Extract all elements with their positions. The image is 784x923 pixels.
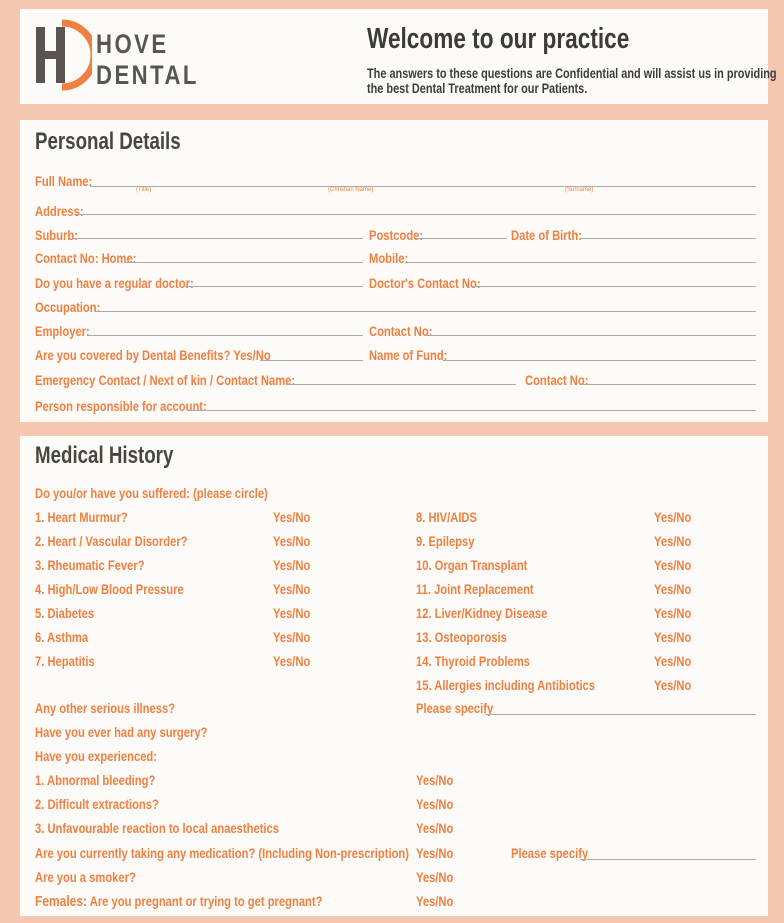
regular-doctor-label: Do you have a regular doctor: [35,275,194,291]
yes-no-option[interactable]: Yes/No [416,893,454,909]
medication-label: Are you currently taking any medication? (Including Non-prescription) [35,845,409,861]
logo-wordmark [96,29,199,91]
dob-field[interactable] [580,238,756,239]
postcode-field[interactable] [415,238,507,239]
yes-no-option[interactable]: Yes/No [273,653,311,669]
dental-benefits-field[interactable] [260,360,363,361]
yes-no-option[interactable]: Yes/No [273,557,311,573]
welcome-title: Welcome to our practice [367,23,630,55]
condition-item: 11. Joint Replacement [416,581,534,597]
emergency-contact-no-label: Contact No: [525,372,589,388]
full-name-label: Full Name: [35,173,93,189]
smoker-label: Are you a smoker? [35,869,136,885]
logo-icon [32,19,92,91]
yes-no-option[interactable]: Yes/No [654,557,692,573]
yes-no-option[interactable]: Yes/No [654,581,692,597]
logo-line-2: DENTAL [96,60,199,90]
yes-no-option[interactable]: Yes/No [654,533,692,549]
occupation-field[interactable] [94,311,756,312]
medical-history-title: Medical History [35,442,174,469]
regular-doctor-field[interactable] [185,286,363,287]
condition-item: 12. Liver/Kidney Disease [416,605,548,621]
yes-no-option[interactable]: Yes/No [654,509,692,525]
dental-benefits-label: Are you covered by Dental Benefits? Yes/No [35,347,271,363]
experience-item: 2. Difficult extractions? [35,796,159,812]
doctor-contact-label: Doctor's Contact No: [369,275,481,291]
christian-name-sublabel: (Christian Name) [328,187,374,193]
experienced-label: Have you experienced: [35,748,158,764]
responsible-label: Person responsible for account: [35,398,207,414]
responsible-field[interactable] [187,410,756,411]
logo-line-1: HOVE [96,29,169,59]
females-question [35,893,322,910]
yes-no-option[interactable]: Yes/No [273,605,311,621]
yes-no-option[interactable]: Yes/No [273,581,311,597]
yes-no-option[interactable]: Yes/No [416,772,454,788]
experience-item: 1. Abnormal bleeding? [35,772,156,788]
contact-no-label: Contact No: [369,323,433,339]
name-of-fund-field[interactable] [443,360,756,361]
header-panel [20,9,777,104]
medication-specify-label: Please specify [511,845,589,861]
yes-no-option[interactable]: Yes/No [654,653,692,669]
yes-no-option[interactable]: Yes/No [416,820,454,836]
condition-item: 2. Heart / Vascular Disorder? [35,533,188,549]
full-name-field[interactable] [90,186,756,187]
surgery-label: Have you ever had any surgery? [35,724,208,740]
doctor-contact-field[interactable] [472,286,756,287]
medication-specify-field[interactable] [580,859,756,860]
medical-history-panel [20,436,768,916]
yes-no-option[interactable]: Yes/No [416,845,454,861]
suburb-field[interactable] [73,238,363,239]
contact-home-field[interactable] [126,262,363,263]
mobile-field[interactable] [406,262,756,263]
condition-item: 14. Thyroid Problems [416,653,530,669]
mobile-label: Mobile: [369,250,409,266]
address-label: Address: [35,203,84,219]
emergency-contact-no-field[interactable] [583,384,756,385]
condition-item: 5. Diabetes [35,605,95,621]
personal-details-panel [20,120,768,422]
females-label: Females: [35,893,88,910]
yes-no-option[interactable]: Yes/No [273,629,311,645]
contact-home-label: Contact No: Home: [35,250,137,266]
contact-no-field[interactable] [427,335,756,336]
title-sublabel: (Title) [136,187,152,193]
condition-item: 15. Allergies including Antibiotics [416,677,596,693]
other-illness-label: Any other serious illness? [35,700,176,716]
yes-no-option[interactable]: Yes/No [273,533,311,549]
dob-label: Date of Birth: [511,227,582,243]
condition-item: 10. Organ Transplant [416,557,528,573]
employer-label: Employer: [35,323,90,339]
suburb-label: Suburb: [35,227,78,243]
condition-item: 1. Heart Murmur? [35,509,128,525]
yes-no-option[interactable]: Yes/No [654,677,692,693]
please-specify-label: Please specify [416,700,494,716]
condition-item: 8. HIV/AIDS [416,509,477,525]
emergency-contact-field[interactable] [286,384,516,385]
address-field[interactable] [76,214,756,215]
condition-item: 4. High/Low Blood Pressure [35,581,184,597]
emergency-contact-label: Emergency Contact / Next of kin / Contact Name: [35,372,296,388]
surname-sublabel: (Surname) [565,187,594,193]
other-illness-specify-field[interactable] [485,714,756,715]
yes-no-option[interactable]: Yes/No [416,869,454,885]
condition-item: 3. Rheumatic Fever? [35,557,145,573]
yes-no-option[interactable]: Yes/No [416,796,454,812]
condition-item: 13. Osteoporosis [416,629,507,645]
occupation-label: Occupation: [35,299,101,315]
intro-text: The answers to these questions are Confidential and will assist us in providing the best Dental Treatment for our Patients. [367,65,777,96]
yes-no-option[interactable]: Yes/No [273,509,311,525]
condition-item: 9. Epilepsy [416,533,475,549]
experience-item: 3. Unfavourable reaction to local anaesthetics [35,820,279,836]
yes-no-option[interactable]: Yes/No [654,629,692,645]
yes-no-option[interactable]: Yes/No [654,605,692,621]
suffered-question: Do you/or have you suffered: (please circle) [35,485,268,501]
employer-field[interactable] [88,335,363,336]
pregnant-label: Are you pregnant or trying to get pregnant? [89,893,323,909]
personal-details-title: Personal Details [35,128,181,155]
name-of-fund-label: Name of Fund: [369,347,448,363]
condition-item: 6. Asthma [35,629,89,645]
condition-item: 7. Hepatitis [35,653,95,669]
postcode-label: Postcode: [369,227,424,243]
